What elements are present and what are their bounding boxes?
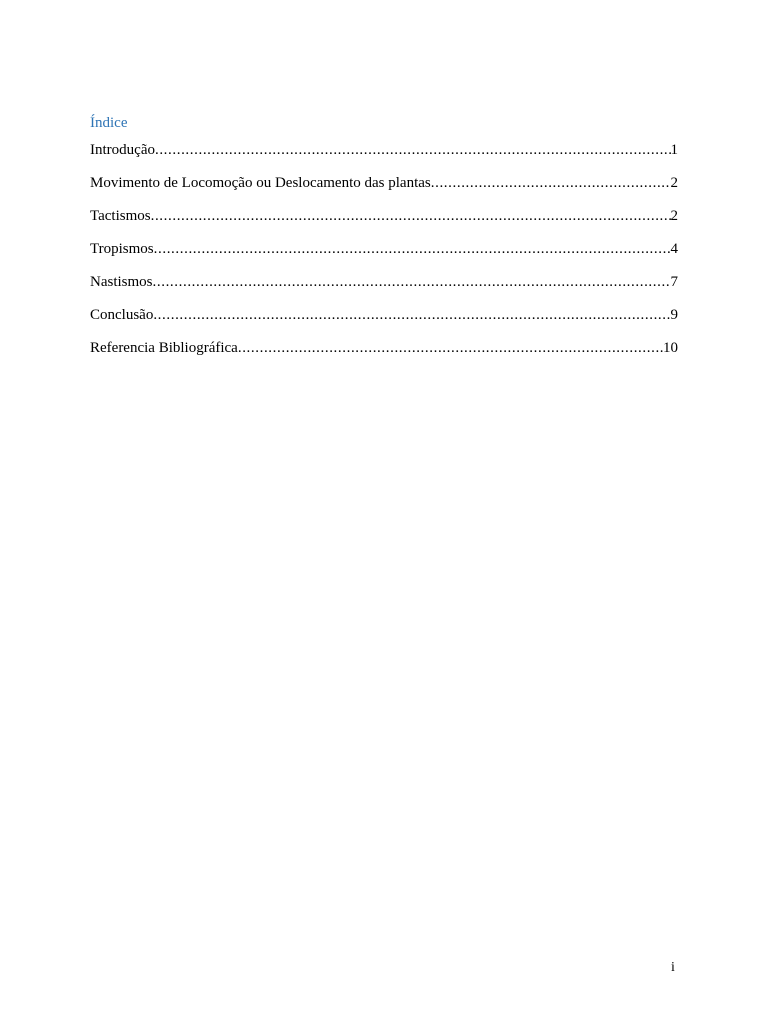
toc-entry-referencia-bibliografica[interactable] [90, 339, 678, 357]
toc-entry-title: Introdução [90, 142, 155, 158]
toc-dot-leader [153, 306, 670, 324]
toc-entry-title: Tropismos [90, 241, 154, 257]
toc-entry-conclusao[interactable] [90, 306, 678, 324]
toc-entry-title: Referencia Bibliográfica [90, 340, 238, 356]
toc-dot-leader [431, 174, 671, 192]
toc-entry-page: 2 [670, 175, 678, 191]
toc-dot-leader [154, 240, 671, 258]
toc-entry-movimento-locomocao[interactable] [90, 174, 678, 192]
toc-entry-title: Movimento de Locomoção ou Deslocamento das plantas [90, 175, 431, 191]
toc-entry-tactismos[interactable] [90, 207, 678, 225]
toc-heading: Índice [90, 115, 128, 131]
toc-entry-tropismos[interactable] [90, 240, 678, 258]
toc-dot-leader [153, 273, 671, 291]
toc-entry-title: Conclusão [90, 307, 154, 323]
toc-entry-title: Tactismos [90, 208, 151, 224]
page-number: i [671, 960, 675, 975]
toc-entry-page: 1 [670, 142, 678, 158]
toc-entry-page: 10 [663, 340, 678, 356]
toc-entry-page: 7 [670, 274, 678, 290]
toc-entry-page: 4 [670, 241, 678, 257]
toc-entry-page: 2 [670, 208, 678, 224]
toc-entry-page: 9 [670, 307, 678, 323]
table-of-contents [90, 141, 678, 372]
toc-dot-leader [155, 141, 671, 159]
toc-entry-nastismos[interactable] [90, 273, 678, 291]
toc-entry-introducao[interactable] [90, 141, 678, 159]
toc-entry-title: Nastismos [90, 274, 153, 290]
toc-dot-leader [151, 207, 671, 225]
toc-dot-leader [238, 339, 663, 357]
